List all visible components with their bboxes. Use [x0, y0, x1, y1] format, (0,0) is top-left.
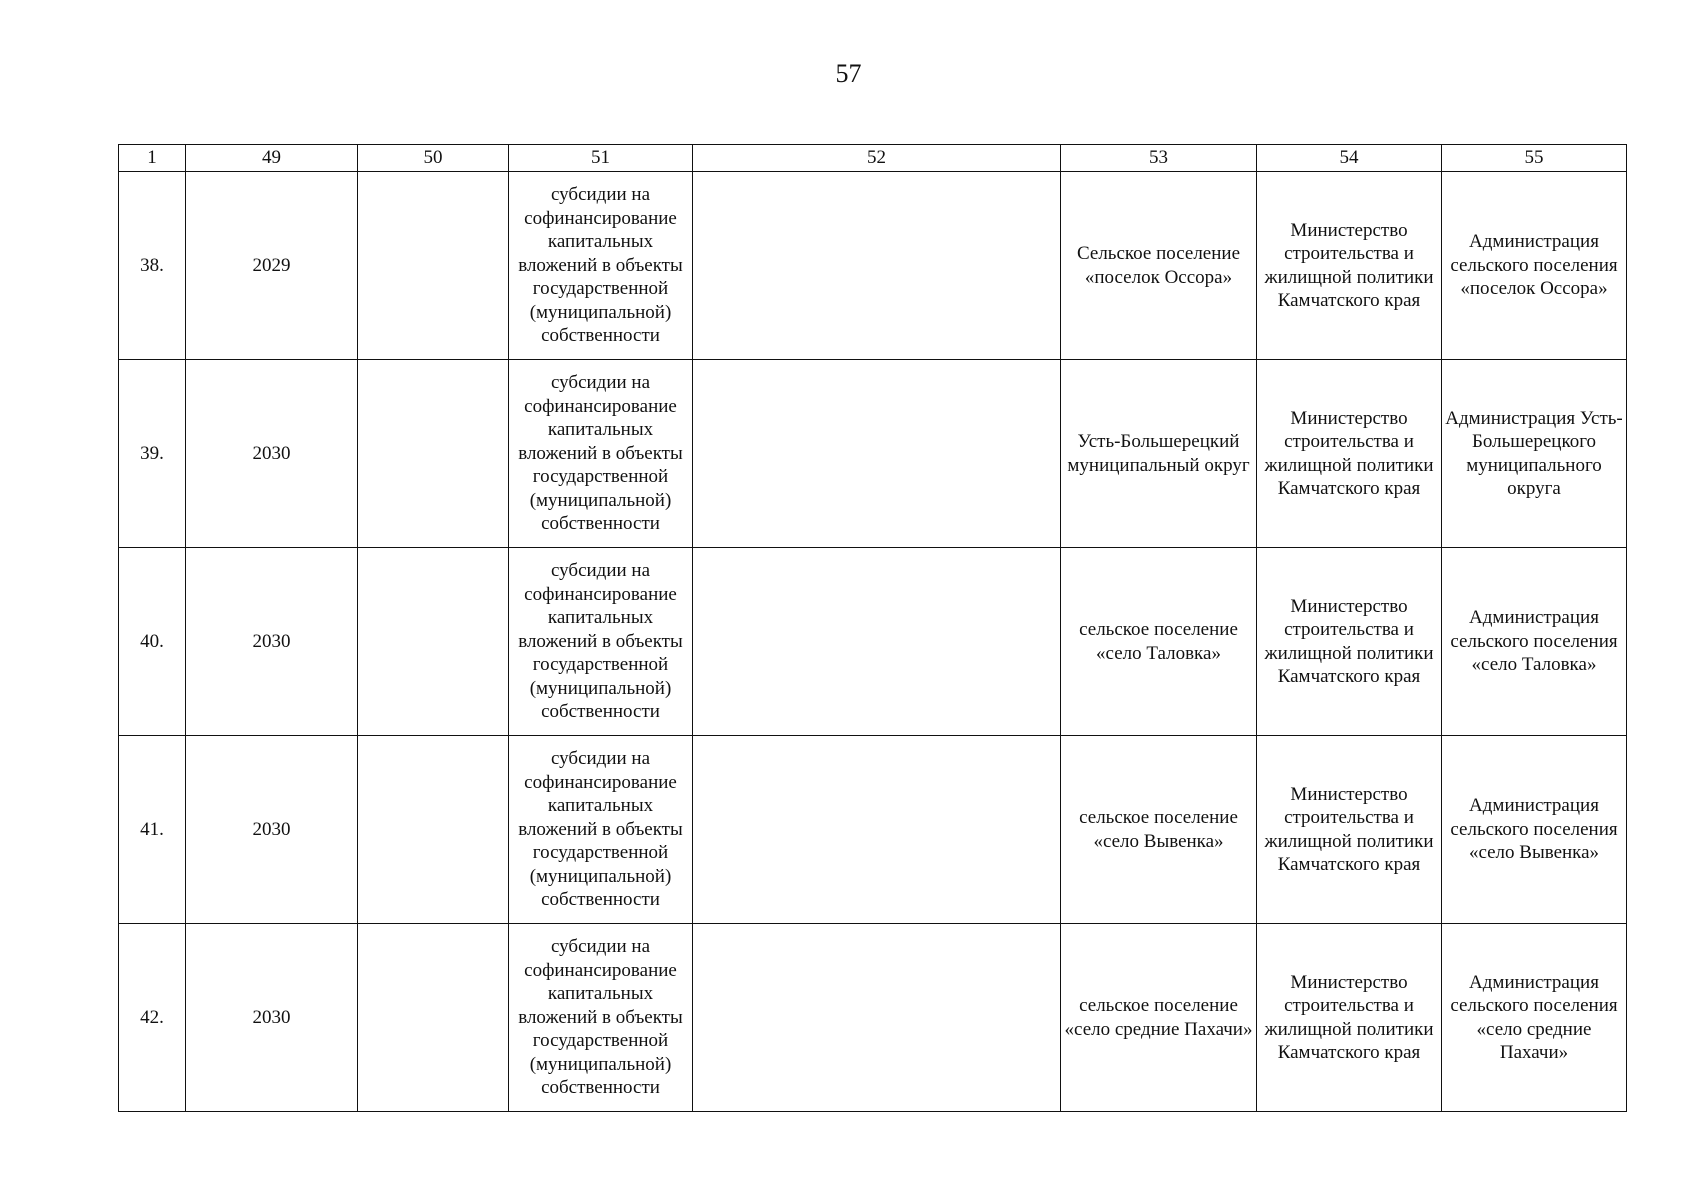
ministry-cell: Министерство строительства и жилищной политики Камчатского края — [1257, 736, 1442, 924]
administration-cell: Администрация сельского поселения «село Вывенка» — [1442, 736, 1627, 924]
funding-type-cell: субсидии на софинансирование капитальных вложений в объекты государственной (муниципальной) собственности — [509, 736, 693, 924]
funding-type-cell: субсидии на софинансирование капитальных вложений в объекты государственной (муниципальной) собственности — [509, 172, 693, 360]
municipality-cell: Сельское поселение «поселок Оссора» — [1061, 172, 1257, 360]
municipality-cell: сельское поселение «село Таловка» — [1061, 548, 1257, 736]
row-number-cell: 39. — [119, 360, 186, 548]
administration-cell: Администрация сельского поселения «село Таловка» — [1442, 548, 1627, 736]
row-number-cell: 40. — [119, 548, 186, 736]
municipality-cell: сельское поселение «село средние Пахачи» — [1061, 924, 1257, 1112]
row-number-cell: 41. — [119, 736, 186, 924]
col-52-cell — [693, 172, 1061, 360]
col-50-cell — [358, 924, 509, 1112]
data-table — [118, 144, 1627, 1112]
page-number: 57 — [835, 59, 862, 88]
column-header: 53 — [1061, 145, 1257, 172]
year-cell: 2030 — [186, 360, 358, 548]
col-50-cell — [358, 736, 509, 924]
row-number-cell: 38. — [119, 172, 186, 360]
municipality-cell: сельское поселение «село Вывенка» — [1061, 736, 1257, 924]
col-50-cell — [358, 360, 509, 548]
administration-cell: Администрация сельского поселения «поселок Оссора» — [1442, 172, 1627, 360]
year-cell: 2030 — [186, 924, 358, 1112]
ministry-cell: Министерство строительства и жилищной политики Камчатского края — [1257, 924, 1442, 1112]
col-52-cell — [693, 548, 1061, 736]
table-row — [119, 736, 1627, 924]
administration-cell: Администрация Усть-Большерецкого муниципального округа — [1442, 360, 1627, 548]
funding-type-cell: субсидии на софинансирование капитальных вложений в объекты государственной (муниципальной) собственности — [509, 360, 693, 548]
ministry-cell: Министерство строительства и жилищной политики Камчатского края — [1257, 172, 1442, 360]
year-cell: 2030 — [186, 736, 358, 924]
ministry-cell: Министерство строительства и жилищной политики Камчатского края — [1257, 548, 1442, 736]
year-cell: 2030 — [186, 548, 358, 736]
column-header: 50 — [358, 145, 509, 172]
column-header: 49 — [186, 145, 358, 172]
table-row — [119, 172, 1627, 360]
col-52-cell — [693, 924, 1061, 1112]
funding-type-cell: субсидии на софинансирование капитальных вложений в объекты государственной (муниципальной) собственности — [509, 548, 693, 736]
row-number-cell: 42. — [119, 924, 186, 1112]
administration-cell: Администрация сельского поселения «село средние Пахачи» — [1442, 924, 1627, 1112]
column-header: 1 — [119, 145, 186, 172]
table-header-row — [119, 145, 1627, 172]
col-52-cell — [693, 360, 1061, 548]
column-header: 54 — [1257, 145, 1442, 172]
column-header: 51 — [509, 145, 693, 172]
col-50-cell — [358, 172, 509, 360]
ministry-cell: Министерство строительства и жилищной политики Камчатского края — [1257, 360, 1442, 548]
column-header: 55 — [1442, 145, 1627, 172]
col-52-cell — [693, 736, 1061, 924]
table-row — [119, 548, 1627, 736]
col-50-cell — [358, 548, 509, 736]
funding-type-cell: субсидии на софинансирование капитальных вложений в объекты государственной (муниципальной) собственности — [509, 924, 693, 1112]
table-row — [119, 924, 1627, 1112]
table-row — [119, 360, 1627, 548]
year-cell: 2029 — [186, 172, 358, 360]
column-header: 52 — [693, 145, 1061, 172]
municipality-cell: Усть-Большерецкий муниципальный округ — [1061, 360, 1257, 548]
